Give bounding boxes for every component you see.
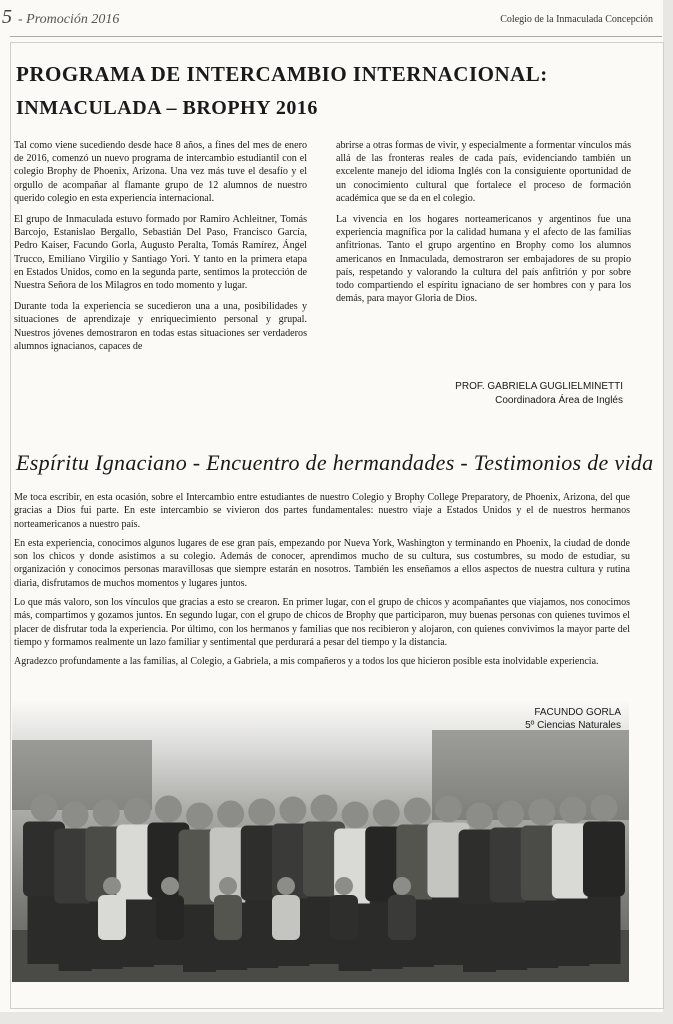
student-legs	[494, 903, 527, 971]
header-rule	[10, 36, 662, 37]
page-number: 5	[2, 6, 12, 28]
paragraph: En esta experiencia, conocimos algunos lugares de ese gran país, empezando por Nueva York, Washington y terminando en Phoenix, la ciudad de donde son los chicos y donde asistimos a su colegio. Además de conocer, aprendimos mucho de su cultura, sus costumbres, su modo de estudiar, su organización y conocimos personas maravillosas que siempre estarán en nosotros. También les enseñamos a ellos aspectos de nuestra cultura y rutina diaria, disfrutamos de muchos momentos y lugares juntos.	[14, 537, 630, 589]
student-legs	[391, 940, 413, 960]
student-legs	[556, 899, 589, 967]
student-legs	[432, 898, 465, 966]
student-torso	[98, 895, 126, 940]
student-torso	[330, 895, 358, 940]
section-title: Espíritu Ignaciano - Encuentro de hermandades - Testimonios de vida	[16, 450, 654, 475]
testimonial-body	[14, 491, 630, 675]
student-head	[279, 797, 306, 824]
student-legs	[28, 897, 61, 965]
edition-label: - Promoción 2016	[18, 12, 120, 27]
student-head	[559, 797, 586, 824]
student-head	[217, 801, 244, 828]
student-legs	[525, 901, 558, 969]
student-torso	[583, 822, 625, 897]
student-head	[186, 803, 213, 830]
student-head	[342, 802, 369, 829]
group-photo	[12, 700, 629, 982]
student-head	[277, 877, 295, 895]
paragraph: Agradezco profundamente a las familias, al Colegio, a Gabriela, a mis compañeros y a todos los que hicieron posible esta inolvidable experiencia.	[14, 656, 599, 668]
school-name: Colegio de la Inmaculada Concepción	[500, 14, 653, 25]
author-signature	[455, 380, 623, 408]
student-torso	[156, 895, 184, 940]
student-head	[155, 796, 182, 823]
student-legs	[159, 940, 181, 960]
paragraph: Durante toda la experiencia se sucedieron una a una, posibilidades y situaciones de aprendizaje y enriquecimiento personal y grupal. Nuestros jóvenes demostraron en todas estas situaciones ser verdaderos alumnos ignacianos, capaces de	[14, 301, 307, 352]
paragraph: abrirse a otras formas de vivir, y especialmente a formentar vínculos más allá de las fronteras reales de cada país, evidenciando también un excelente manejo del idioma Inglés con la consiguiente oportunidad de un conocimiento cultural que fortalece el proceso de formación académica que se da en el colegio.	[336, 140, 632, 204]
paragraph: Me toca escribir, en esta ocasión, sobre el Intercambio entre estudiantes de nuestro Colegio y Brophy College Preparatory, de Phoenix, Arizona, del que gracias a Dios fui parte. En este intercambio se vivieron dos partes fundamentales: nuestro viaje a Estados Unidos y el de nuestros hermanos norteamericanos a nuestro país.	[14, 492, 630, 530]
student-legs	[217, 940, 239, 960]
student-head	[373, 800, 400, 827]
student-head	[591, 795, 618, 822]
student-legs	[275, 940, 297, 960]
paragraph: Tal como viene sucediendo desde hace 8 años, a fines del mes de enero de 2016, comenzó un nuevo programa de intercambio estudiantil con el colegio Brophy de Phoenix, Arizona. Una vez más tuve el desafío y el orgullo de acompañar al flamante grupo de 12 alumnos de nuestro querido colegio en esta experiencia internacional.	[14, 140, 307, 204]
student-torso	[272, 895, 300, 940]
student-head	[103, 877, 121, 895]
student-head	[124, 798, 151, 825]
article-subtitle: INMACULADA – BROPHY 2016	[16, 97, 318, 119]
student-head	[248, 799, 275, 826]
student-torso	[388, 895, 416, 940]
article-title: PROGRAMA DE INTERCAMBIO INTERNACIONAL:	[16, 62, 548, 86]
student-torso	[214, 895, 242, 940]
page-header	[0, 6, 663, 36]
author-name: FACUNDO GORLA	[534, 707, 621, 718]
student-legs	[59, 904, 92, 972]
student-head	[335, 877, 353, 895]
group-photo-illustration	[12, 700, 629, 982]
author-role: Coordinadora Área de Inglés	[495, 395, 623, 406]
student-head	[497, 801, 524, 828]
student-legs	[333, 940, 355, 960]
student-head	[466, 803, 493, 830]
student-legs	[101, 940, 123, 960]
paragraph: El grupo de Inmaculada estuvo formado por Ramiro Achleitner, Tomás Barcojo, Estanislao Bergallo, Sebastián Del Paso, Francisco García, Pedro Kaiser, Facundo Gorla, Augusto Peralta, Tomás Ramírez, Ángel Trucco, Emiliano Virgilio y Santiago Yori. Y tanto en la primera etapa en Estados Unidos, como en la segunda parte, sentimos la protección de Nuestra Señora de los Milagros en todo momento y lugar.	[14, 214, 307, 292]
article-column-left	[14, 139, 307, 361]
student-head	[404, 798, 431, 825]
student-head	[93, 800, 120, 827]
paragraph: La vivencia en los hogares norteamericanos y argentinos fue una experiencia magnífica por la calidad humana y el afecto de las familias anfitrionas. Tanto el grupo argentino en Brophy como los alumnos americanos en Inmaculada, demostraron ser embajadores de su propio país, respetando y valorando la cultura del país anfitrión y por sobre todo compartiendo el espíritu ignaciano de ser hombres con y para los demás, para mayor Gloria de Dios.	[336, 214, 631, 305]
article-column-right	[336, 139, 631, 313]
student-head	[435, 796, 462, 823]
paragraph: Lo que más valoro, son los vínculos que gracias a esto se crearon. En primer lugar, con el grupo de chicos y acompañantes que viajamos, nos conocimos más, compartimos y gozamos juntos. En segundo lugar, con el grupo de chicos de Brophy que participaron, muy buenas personas con quienes tuvimos el placer de disfrutar toda la experiencia. Por último, con los hermanos y familias que nos recibieron y alojaron, con quienes convivimos la mayor parte del tiempo y formamos realmente un lazo familiar y sentimental que perdurará a pesar del tiempo y la distancia.	[14, 597, 630, 648]
testimonial-signature	[525, 706, 621, 732]
people-group	[23, 795, 625, 973]
student-head	[161, 877, 179, 895]
student-legs	[183, 905, 216, 973]
student-head	[62, 802, 89, 829]
student-head	[31, 795, 58, 822]
student-head	[311, 795, 338, 822]
student-head	[393, 877, 411, 895]
author-name: PROF. GABRIELA GUGLIELMINETTI	[455, 381, 623, 392]
student-head	[219, 877, 237, 895]
student-legs	[588, 897, 621, 965]
student-head	[528, 799, 555, 826]
author-role: 5º Ciencias Naturales	[525, 720, 621, 731]
student-legs	[463, 905, 496, 973]
